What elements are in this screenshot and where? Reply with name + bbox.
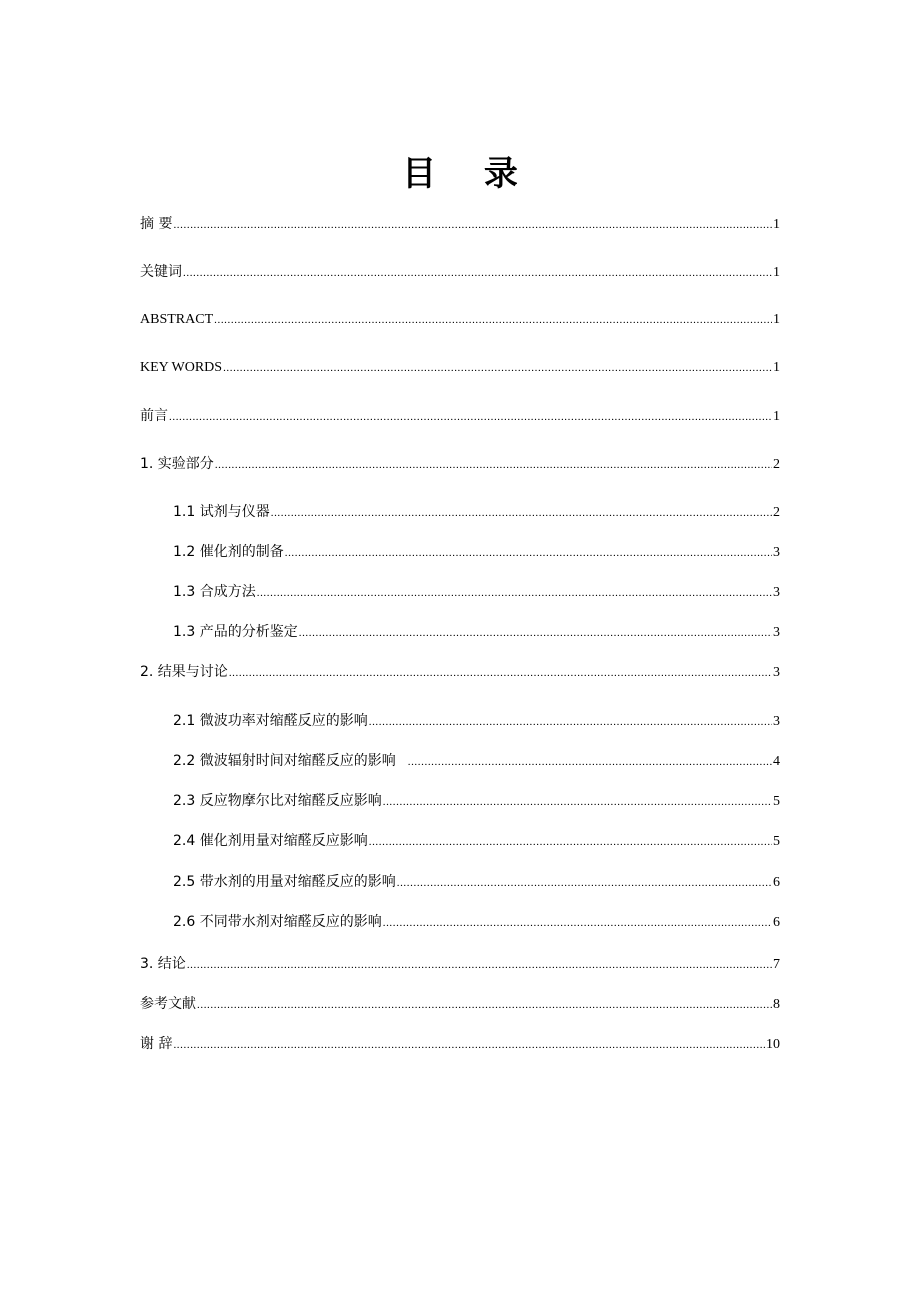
toc-entry-label: 2.4 催化剂用量对缩醛反应影响 [173,833,368,849]
toc-leader-dots [369,713,772,731]
toc-entry-section-2-5[interactable] [173,873,780,891]
toc-entry-keywords-en[interactable] [140,359,780,377]
toc-leader-dots [183,264,772,282]
toc-entry-acknowledgements[interactable] [140,1035,780,1053]
toc-leader-dots [383,914,772,932]
toc-leader-dots [169,408,772,426]
toc-entry-section-1-3b[interactable] [173,623,780,641]
toc-entry-label: 2.2 微波辐射时间对缩醛反应的影响 [173,753,396,769]
toc-leader-dots [383,793,772,811]
toc-entry-section-2-4[interactable] [173,832,780,850]
toc-entry-section-2-6[interactable] [173,913,780,931]
toc-page-number: 1 [773,409,780,424]
toc-leader-dots [257,584,772,602]
toc-entry-label: 1.1 试剂与仪器 [173,504,270,520]
toc-leader-dots [299,624,772,642]
toc-leader-dots [214,311,772,329]
toc-entry-section-1-2[interactable] [173,543,780,561]
toc-entry-label: 2. 结果与讨论 [140,664,228,680]
toc-entry-label: 谢 辞 [140,1036,173,1052]
toc-entry-label: 3. 结论 [140,956,186,972]
toc-leader-dots [173,216,772,234]
toc-leader-dots [173,1036,765,1054]
toc-leader-dots [215,456,772,474]
toc-page-number: 3 [773,585,780,600]
toc-leader-dots [397,874,772,892]
toc-page-number: 2 [773,457,780,472]
toc-page-number: 7 [773,957,780,972]
toc-page-number: 3 [773,665,780,680]
toc-entry-references[interactable] [140,995,780,1013]
toc-entry-label: 参考文献 [140,996,196,1012]
toc-page-number: 6 [773,915,780,930]
toc-leader-dots [187,956,772,974]
toc-entry-section-1-3[interactable] [173,583,780,601]
toc-page-number: 1 [773,265,780,280]
toc-page-number: 10 [766,1037,780,1052]
toc-entry-label: 关键词 [140,264,182,280]
toc-leader-dots [229,664,772,682]
toc-page-number: 3 [773,545,780,560]
toc-entry-abstract-cn[interactable] [140,215,780,233]
toc-entry-label: KEY WORDS [140,360,223,375]
toc-entry-label: 1.2 催化剂的制备 [173,544,284,560]
toc-entry-label: 前言 [140,408,168,424]
toc-entry-keywords-cn[interactable] [140,263,780,281]
toc-entry-section-3[interactable] [140,955,780,973]
toc-entry-label: 摘 要 [140,216,173,232]
toc-leader-dots [369,833,772,851]
toc-page-number: 8 [773,997,780,1012]
toc-entry-label: ABSTRACT [140,312,214,327]
toc-page-number: 5 [773,794,780,809]
toc-entry-label: 1. 实验部分 [140,456,214,472]
toc-leader-dots [271,504,772,522]
toc-entry-label: 2.1 微波功率对缩醛反应的影响 [173,713,368,729]
page-title: 目 录 [402,154,536,194]
toc-page-number: 3 [773,714,780,729]
toc-entry-label: 2.3 反应物摩尔比对缩醛反应影响 [173,793,382,809]
toc-entry-section-2-2[interactable] [173,752,780,770]
toc-leader-dots [285,544,772,562]
toc-page-number: 2 [773,505,780,520]
toc-leader-dots [408,753,772,771]
toc-page-number: 1 [773,360,780,375]
toc-entry-label: 1.3 合成方法 [173,584,256,600]
toc-leader-dots [223,359,772,377]
toc-entry-abstract-en[interactable] [140,311,780,329]
toc-entry-section-1[interactable] [140,455,780,473]
toc-leader-dots [197,996,772,1014]
toc-page-number: 3 [773,625,780,640]
toc-page-number: 5 [773,834,780,849]
toc-entry-label: 2.5 带水剂的用量对缩醛反应的影响 [173,874,396,890]
toc-page-number: 6 [773,875,780,890]
toc-entry-section-2-3[interactable] [173,792,780,810]
toc-entry-label: 1.3 产品的分析鉴定 [173,624,298,640]
toc-entry-preface[interactable] [140,407,780,425]
toc-page-number: 1 [773,312,780,327]
toc-entry-section-2[interactable] [140,663,780,681]
toc-entry-section-1-1[interactable] [173,503,780,521]
toc-entry-label: 2.6 不同带水剂对缩醛反应的影响 [173,914,382,930]
toc-page-number: 1 [773,217,780,232]
toc-page-number: 4 [773,754,780,769]
toc-entry-section-2-1[interactable] [173,712,780,730]
